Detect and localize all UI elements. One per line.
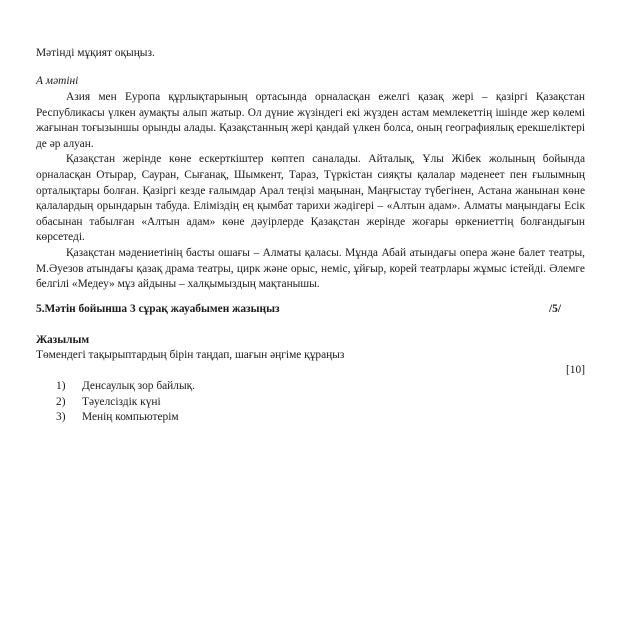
task-5-text: 5.Мәтін бойынша 3 сұрақ жауабымен жазыңыз <box>36 303 280 315</box>
writing-instruction: Төмендегі тақырыптардың бірін таңдап, шағын әңгіме құраңыз <box>36 349 345 361</box>
topic-item <box>56 379 195 395</box>
topic-item <box>56 410 195 426</box>
reading-instruction: Мәтінді мұқият оқыңыз. <box>36 47 155 59</box>
passage-paragraph: Қазақстан жерінде көне ескерткіштер көптеп саналады. Айталық, Ұлы Жібек жолының бойында орналасқан Отырар, Сауран, Сығанақ, Шымкент, Тараз, Түркістан сияқты қалалар мәденеет пен ғылымның орталықтары болған. Қазіргі кезде ғалымдар Арал теңізі маңынан, Маңғыстау түбегінен, Астана жанынан көне қалалардың орындарын табуда. Еліміздің ең қымбат тарихи жәдігері – «Алтын адам». Алматы маңындағы Есік обасынан табылған «Алтын адам» көне дәуірлерде Қазақстан жерінде жоғары өркениеттің болғандығын көрсетеді. <box>36 153 585 244</box>
topic-item <box>56 395 195 411</box>
topic-label: Менің компьютерім <box>82 411 179 424</box>
passage-paragraph: Қазақстан мәдениетінің басты ошағы – Алматы қаласы. Мұнда Абай атындағы опера және балет театры, М.Әуезов атындағы қазақ драма театры, цирк және орыс, неміс, ұйғыр, корей театрлары жұмыс істейді. Әлемге белгілі «Медеу» мұз айдыны – халқымыздың мақтанышы. <box>36 246 585 291</box>
topic-list <box>56 379 195 426</box>
reading-passage <box>36 90 585 293</box>
writing-heading: Жазылым <box>36 334 90 346</box>
writing-marks: [10] <box>566 364 585 376</box>
topic-label: Денсаулық зор байлық. <box>82 380 195 392</box>
task-5-marks: /5/ <box>548 303 561 315</box>
task-5 <box>36 302 585 318</box>
topic-label: Тәуелсіздік күні <box>82 395 161 408</box>
topic-number: 3) <box>56 411 66 424</box>
text-a-label: А мәтіні <box>36 75 79 87</box>
passage-paragraph: Азия мен Еуропа құрлықтарының ортасында орналасқан ежелгі қазақ жері – қазіргі Қазақстан Республикасы үлкен аумақты алып жатыр. Ол дүние жүзіндегі екі жүзден астам мемлекеттің ішінде жер көлемі жағынан тоғызыншы орынды алады. Қазақстанның жері қандай үлкен болса, оның географиялық ерекшеліктері де әр алуан. <box>36 91 585 150</box>
topic-number: 2) <box>56 395 66 408</box>
topic-number: 1) <box>56 380 66 392</box>
